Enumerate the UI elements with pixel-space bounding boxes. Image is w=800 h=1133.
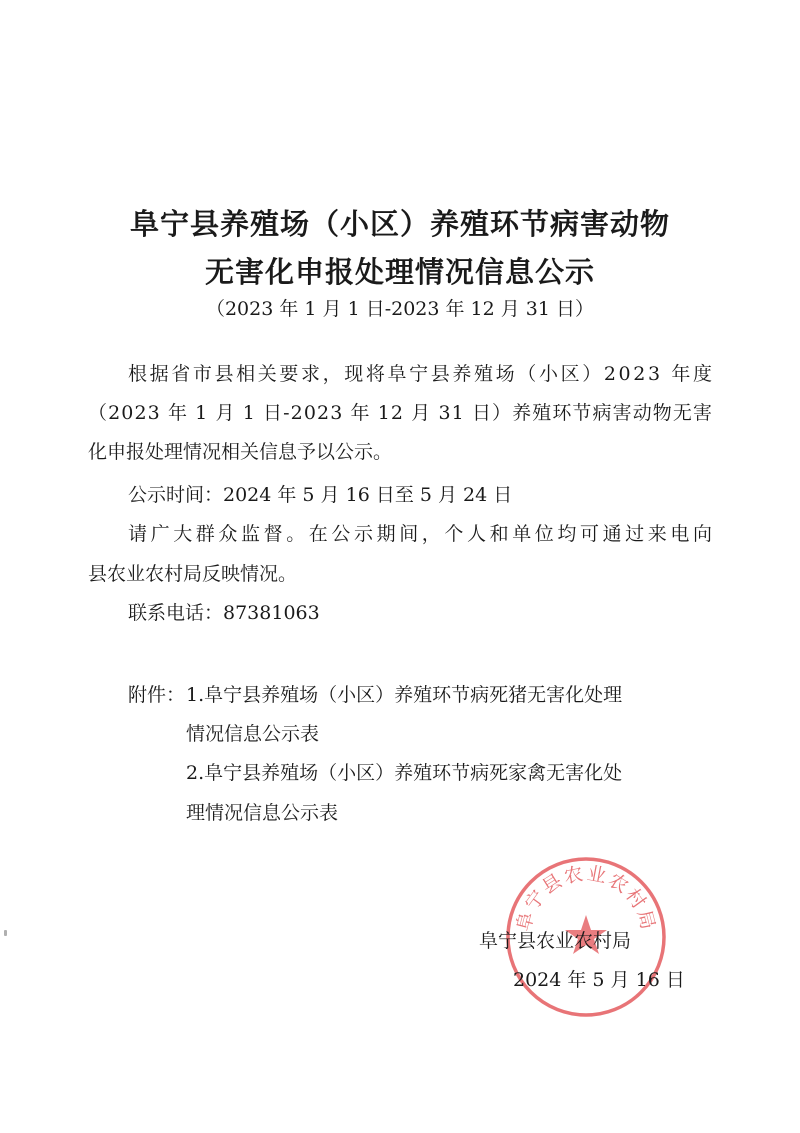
attachment-item1-line2: 情况信息公示表 <box>186 723 320 745</box>
supervision-line2: 县农业农村局反映情况。 <box>88 563 298 585</box>
paragraph1-line1: 根据省市县相关要求，现将阜宁县养殖场（小区）2023 年度 <box>128 363 715 385</box>
contact-phone: 联系电话：87381063 <box>128 602 320 624</box>
issuer-name: 阜宁县农业农村局 <box>479 930 632 952</box>
paragraph1-line2: （2023 年 1 月 1 日-2023 年 12 月 31 日）养殖环节病害动物无害 <box>88 402 714 424</box>
seal-text: 阜宁县农业农村局 <box>512 862 660 934</box>
document-title-line1: 阜宁县养殖场（小区）养殖环节病害动物 <box>129 207 670 241</box>
attachments-label: 附件： <box>128 684 186 706</box>
paragraph1-line3: 化申报处理情况相关信息予以公示。 <box>88 441 393 463</box>
supervision-line1: 请广大群众监督。在公示期间，个人和单位均可通过来电向 <box>128 523 716 545</box>
issue-date: 2024 年 5 月 16 日 <box>513 969 685 991</box>
notice-time: 公示时间：2024 年 5 月 16 日至 5 月 24 日 <box>128 484 513 506</box>
document-period: （2023 年 1 月 1 日-2023 年 12 月 31 日） <box>205 298 595 320</box>
attachment-item1-line1: 1.阜宁县养殖场（小区）养殖环节病死猪无害化处理 <box>186 684 623 706</box>
attachment-item2-line2: 理情况信息公示表 <box>186 802 339 824</box>
attachment-item2-line1: 2.阜宁县养殖场（小区）养殖环节病死家禽无害化处 <box>186 762 623 784</box>
document-title-line2: 无害化申报处理情况信息公示 <box>204 255 595 289</box>
scan-mark <box>4 930 7 936</box>
